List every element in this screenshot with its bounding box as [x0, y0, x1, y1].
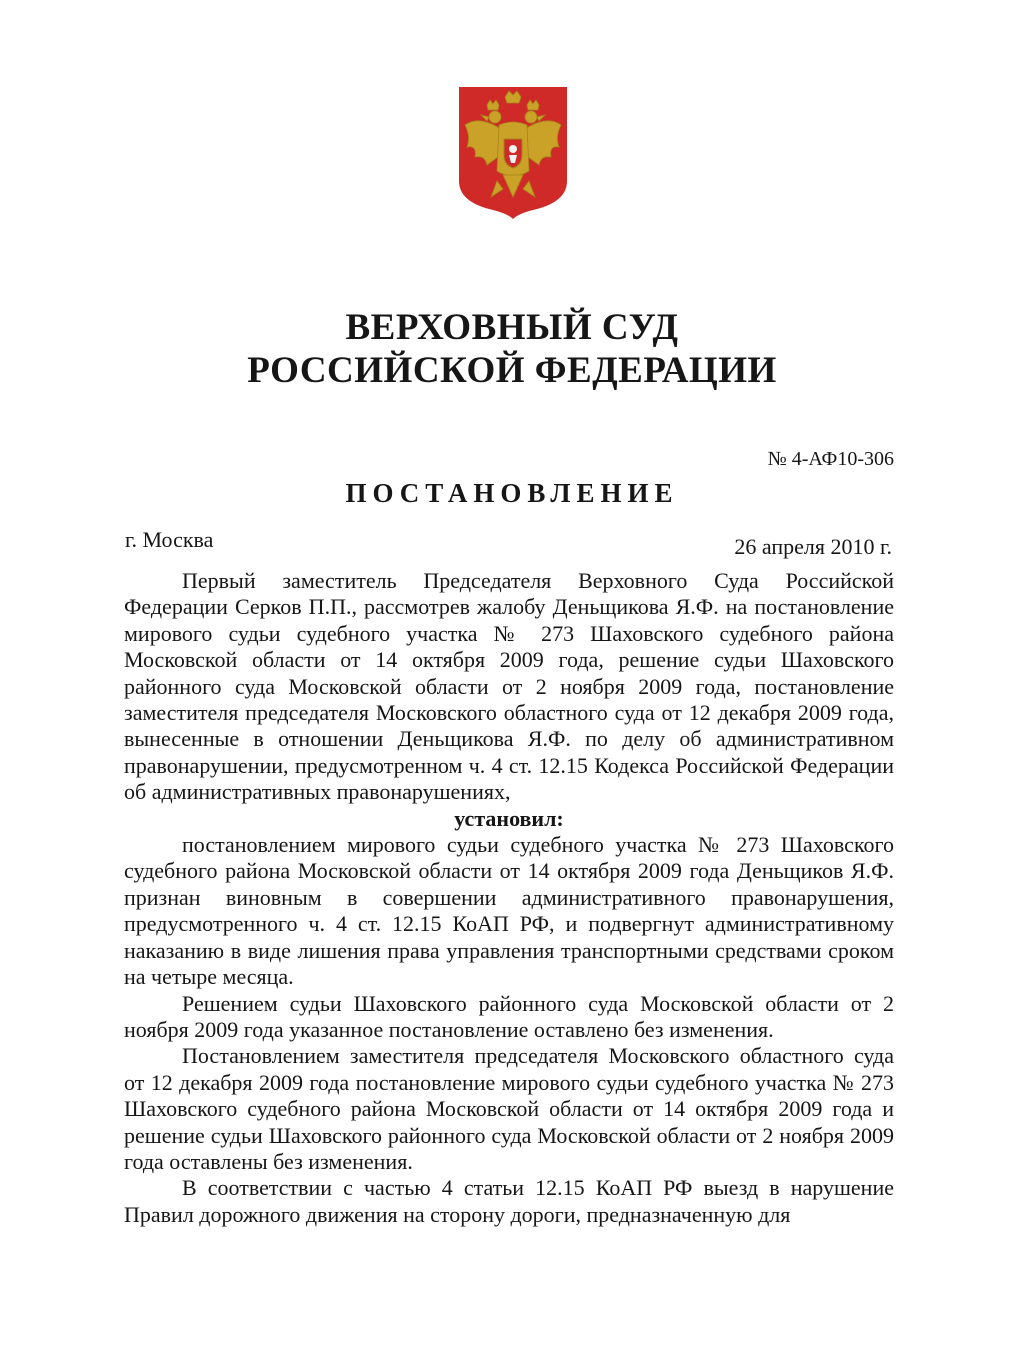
double-headed-eagle-icon	[457, 85, 569, 221]
heading-established: установил:	[454, 805, 564, 831]
paragraph-ruling: постановлением мирового судьи судебного участка № 273 Шаховского судебного района Московской области от 14 октября 2009 года Деньщиков Я.Ф. признан виновным в совершении административного правонарушения, предусмотренного ч. 4 ст. 12.15 КоАП РФ, и подвергнут административному наказанию в виде лишения права управления транспортными средствами сроком на четыре месяца.	[124, 832, 894, 990]
case-number: № 4-АФ10-306	[767, 448, 894, 470]
court-name-line2: РОССИЙСКОЙ ФЕДЕРАЦИИ	[247, 350, 777, 391]
paragraph-district-court: Решением судьи Шаховского районного суда Московской области от 2 ноября 2009 года указанное постановление оставлено без изменения.	[124, 990, 894, 1042]
paragraph-intro: Первый заместитель Председателя Верховного Суда Российской Федерации Серков П.П., рассмотрев жалобу Деньщикова Я.Ф. на постановление мирового судьи судебного участка № 273 Шаховского судебного района Московской области от 14 октября 2009 года, решение судьи Шаховского районного суда Московской области от 2 ноября 2009 года, постановление заместителя председателя Московского областного суда от 12 декабря 2009 года, вынесенные в отношении Деньщикова Я.Ф. по делу об административном правонарушении, предусмотренном ч. 4 ст. 12.15 Кодекса Российской Федерации об административных правонарушениях,	[124, 568, 894, 805]
court-name-line1: ВЕРХОВНЫЙ СУД	[345, 307, 679, 348]
paragraph-law: В соответствии с частью 4 статьи 12.15 КоАП РФ выезд в нарушение Правил дорожного движения на сторону дороги, предназначенную для	[124, 1175, 894, 1227]
document-body	[124, 568, 894, 1228]
coat-of-arms-emblem	[457, 85, 569, 221]
document-date: 26 апреля 2010 г.	[734, 534, 892, 559]
document-type-title: ПОСТАНОВЛЕНИЕ	[345, 478, 679, 508]
paragraph-regional-court: Постановлением заместителя председателя Московского областного суда от 12 декабря 2009 года постановление мирового судьи судебного участка № 273 Шаховского судебного района Московской области от 14 октября 2009 года и решение судьи Шаховского районного суда Московской области от 2 ноября 2009 года оставлены без изменения.	[124, 1043, 894, 1174]
city: г. Москва	[125, 527, 214, 552]
